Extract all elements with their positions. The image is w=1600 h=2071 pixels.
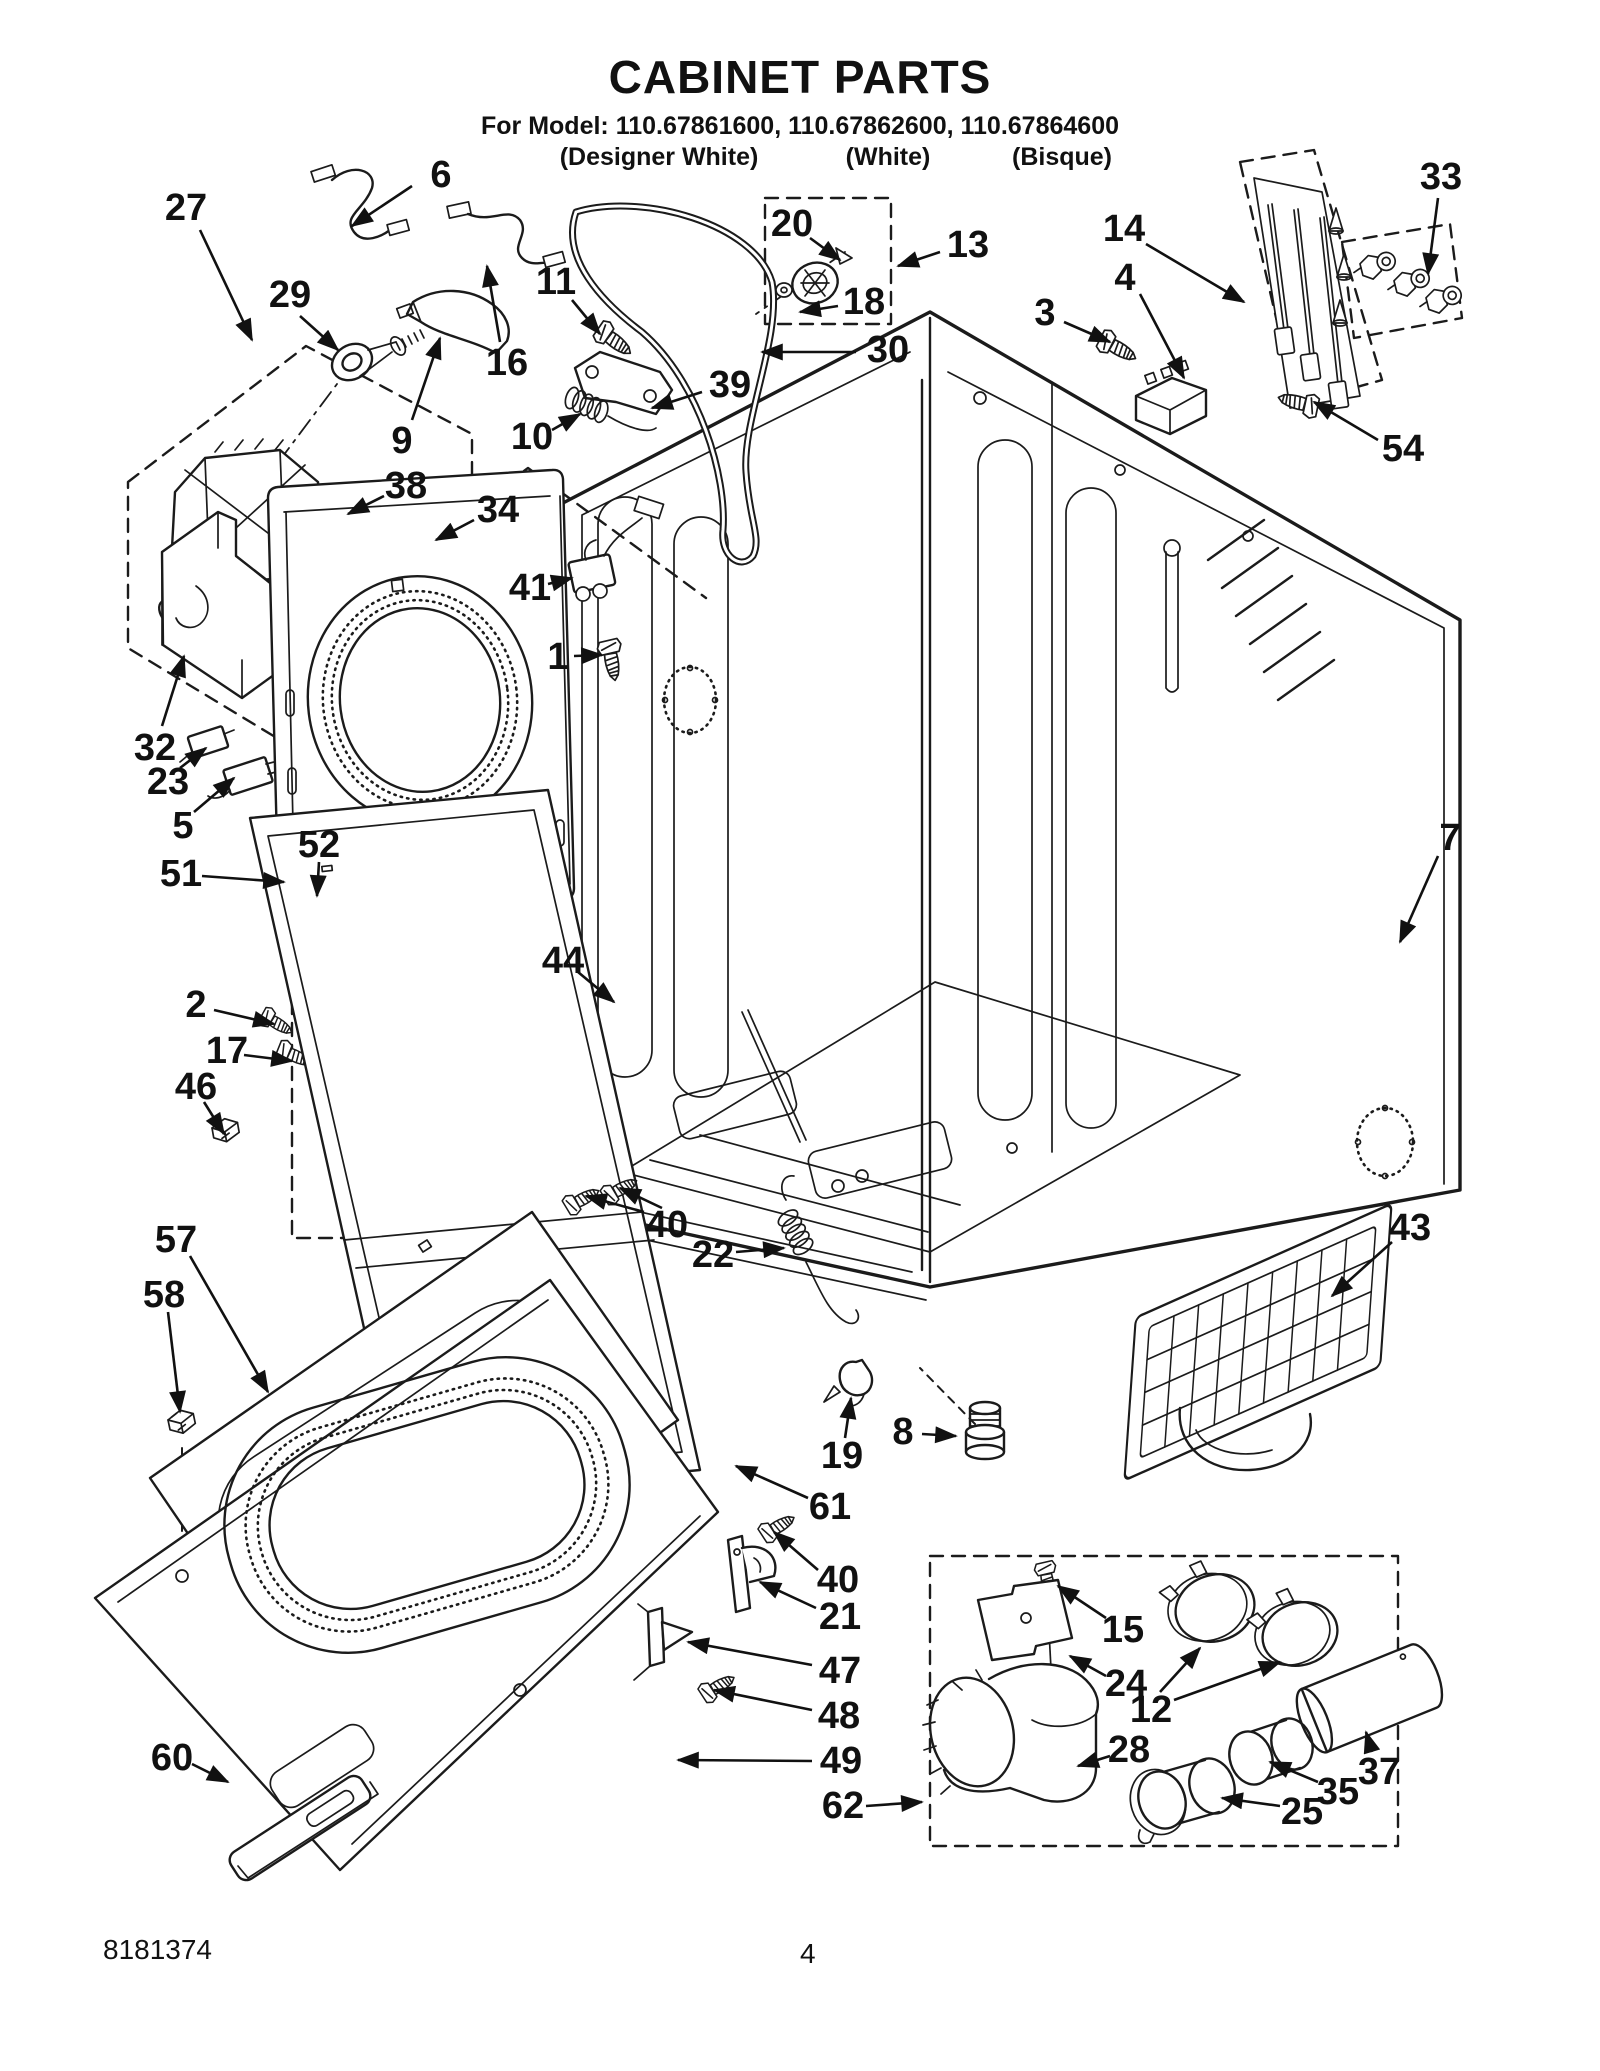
callout-61: 61 (808, 1486, 852, 1528)
callout-7-leader (1400, 856, 1438, 942)
motor-pulley (325, 330, 424, 388)
callout-1-leader (574, 655, 602, 656)
callout-27: 27 (164, 187, 208, 229)
callout-46: 46 (174, 1066, 218, 1108)
title-block (0, 0, 1600, 175)
callout-17: 17 (205, 1030, 249, 1072)
callout-47: 47 (818, 1650, 862, 1692)
callout-11-leader (572, 300, 600, 334)
document-number: 8181374 (103, 1934, 213, 1965)
color-label-designer-white: (Designer White) (559, 143, 759, 171)
callout-2: 2 (185, 984, 207, 1026)
callout-62-leader (866, 1802, 922, 1806)
callout-43: 43 (1388, 1207, 1432, 1249)
cabinet-shell (563, 312, 1460, 1300)
callout-20: 20 (770, 203, 814, 245)
idler-pulley-group (776, 248, 852, 310)
callout-1: 1 (547, 636, 569, 678)
callout-21: 21 (818, 1596, 862, 1638)
callout-48: 48 (817, 1695, 861, 1737)
callout-52: 52 (297, 824, 341, 866)
callout-7: 7 (1439, 817, 1461, 859)
screw-48 (697, 1668, 740, 1705)
callout-40: 40 (645, 1204, 689, 1246)
callout-12-leader-2 (1174, 1662, 1280, 1700)
callout-13: 13 (946, 224, 990, 266)
callout-39: 39 (708, 364, 752, 406)
callout-60: 60 (150, 1737, 194, 1779)
callout-9: 9 (391, 420, 413, 462)
callout-33-leader (1428, 198, 1438, 274)
callout-35: 35 (1316, 1771, 1360, 1813)
page-number: 4 (800, 1938, 816, 1969)
wire-harness-6 (311, 165, 409, 239)
callout-40-2-leader (774, 1532, 818, 1570)
callout-12-leader (1160, 1648, 1200, 1692)
callout-6: 6 (430, 154, 452, 196)
callout-54: 54 (1381, 428, 1425, 470)
terminal-screws-33 (1351, 250, 1465, 318)
callout-27-leader (200, 230, 252, 340)
callout-3: 3 (1034, 292, 1056, 334)
idler-clip-20 (836, 248, 852, 264)
callout-24: 24 (1104, 1663, 1148, 1705)
color-label-white: (White) (845, 143, 931, 171)
callout-62: 62 (821, 1785, 865, 1827)
callout-48-leader (714, 1690, 812, 1710)
leveling-leg-8 (966, 1402, 1004, 1459)
model-line: For Model: 110.67861600, 110.67862600, 110.67864600 (480, 112, 1119, 140)
terminal-block-4 (1136, 361, 1206, 434)
callout-51: 51 (159, 853, 203, 895)
callout-38: 38 (384, 465, 428, 507)
callout-19-leader (845, 1398, 851, 1438)
callout-49-leader (678, 1760, 812, 1761)
callout-28: 28 (1107, 1729, 1151, 1771)
callout-33: 33 (1419, 156, 1463, 198)
callout-13-leader (898, 252, 940, 266)
thermal-switch-23 (180, 726, 234, 762)
page-title: CABINET PARTS (608, 51, 992, 103)
callout-41: 41 (508, 567, 552, 609)
screw-1 (596, 638, 627, 683)
callout-60-leader (192, 1764, 228, 1782)
callout-47-leader (688, 1642, 812, 1665)
callout-32: 32 (133, 727, 177, 769)
callout-61-leader (736, 1466, 808, 1498)
callout-58-leader (168, 1312, 180, 1412)
screw-3 (1094, 328, 1142, 369)
callout-44: 44 (541, 940, 585, 982)
callout-16: 16 (485, 342, 529, 384)
exhaust-elbow-28 (919, 1664, 1098, 1801)
idler-spring-hook (608, 416, 656, 430)
callout-37: 37 (1357, 1751, 1401, 1793)
callout-40-2: 40 (816, 1559, 860, 1601)
callout-15: 15 (1101, 1609, 1145, 1651)
callout-32-leader (162, 656, 184, 726)
callout-21-leader (760, 1582, 816, 1608)
callout-8-leader (922, 1434, 956, 1436)
duct-section-35 (1223, 1713, 1319, 1790)
callout-12: 12 (1129, 1689, 1173, 1731)
vent-louvers (1208, 520, 1334, 700)
callout-9-leader (412, 338, 440, 420)
wire-harness-16 (447, 202, 565, 268)
callout-34: 34 (476, 489, 520, 531)
door-spring-22 (772, 1176, 858, 1324)
callout-49: 49 (819, 1740, 863, 1782)
callout-29: 29 (268, 274, 312, 316)
hinge-bracket-21 (728, 1536, 775, 1612)
callout-8: 8 (892, 1411, 914, 1453)
color-label-bisque: (Bisque) (1012, 143, 1112, 171)
spring-hook-19 (824, 1360, 872, 1406)
screw-40-c (757, 1508, 800, 1545)
callout-5-leader (194, 778, 234, 812)
callout-14-leader (1146, 244, 1244, 302)
clip-58 (167, 1408, 197, 1436)
callout-10: 10 (510, 416, 554, 458)
color-variant-line (0, 141, 1600, 175)
callout-18-leader (800, 306, 838, 312)
callout-23: 23 (146, 761, 190, 803)
callout-58: 58 (142, 1274, 186, 1316)
callout-22: 22 (691, 1234, 735, 1276)
callout-19: 19 (820, 1435, 864, 1477)
callout-30: 30 (866, 329, 910, 371)
clamp-rings-12 (1154, 1549, 1346, 1678)
vent-cover-plate-24 (978, 1580, 1072, 1660)
callout-4: 4 (1114, 257, 1136, 299)
idler-washer (776, 283, 792, 297)
callout-14: 14 (1102, 208, 1146, 250)
callout-25: 25 (1280, 1791, 1324, 1833)
callout-57-leader (190, 1256, 268, 1392)
callout-4-leader (1140, 294, 1184, 378)
callout-18: 18 (842, 281, 886, 323)
callout-10-leader (552, 414, 580, 430)
callout-5: 5 (172, 805, 194, 847)
callout-57: 57 (154, 1219, 198, 1261)
callout-11: 11 (535, 261, 577, 303)
corner-bracket-47 (634, 1604, 692, 1680)
keyhole-slot (1164, 540, 1180, 692)
